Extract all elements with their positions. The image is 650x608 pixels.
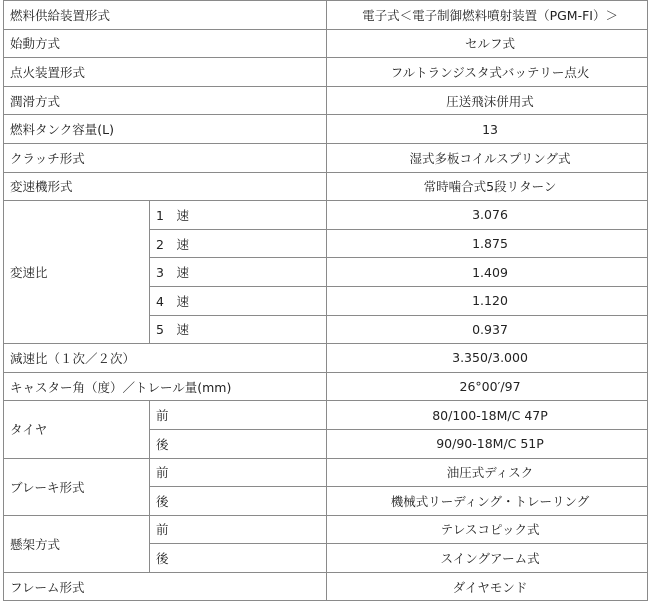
- brake-front-value: 油圧式ディスク: [327, 458, 648, 487]
- row-label: 変速機形式: [4, 172, 327, 201]
- gear-label: 3 速: [150, 258, 327, 287]
- table-row: [4, 172, 648, 201]
- table-row: [4, 115, 648, 144]
- gear-value: 0.937: [327, 315, 648, 344]
- table-row: [4, 572, 648, 601]
- suspension-rear-value: スイングアーム式: [327, 544, 648, 573]
- gear-ratio-label: 変速比: [4, 201, 150, 344]
- gear-value: 3.076: [327, 201, 648, 230]
- position-label: 前: [150, 458, 327, 487]
- spec-table: [3, 0, 648, 601]
- tire-label: タイヤ: [4, 401, 150, 458]
- gear-value: 1.875: [327, 229, 648, 258]
- tire-rear-value: 90/90-18M/C 51P: [327, 429, 648, 458]
- row-label: 燃料タンク容量(L): [4, 115, 327, 144]
- row-value: セルフ式: [327, 29, 648, 58]
- position-label: 前: [150, 401, 327, 430]
- gear-value: 1.409: [327, 258, 648, 287]
- position-label: 後: [150, 487, 327, 516]
- table-row: [4, 86, 648, 115]
- table-row: [4, 458, 648, 487]
- row-label: 減速比（１次／２次）: [4, 344, 327, 373]
- brake-rear-value: 機械式リーディング・トレーリング: [327, 487, 648, 516]
- gear-value: 1.120: [327, 286, 648, 315]
- position-label: 後: [150, 429, 327, 458]
- row-value: 26°00′/97: [327, 372, 648, 401]
- row-label: クラッチ形式: [4, 143, 327, 172]
- row-label: 潤滑方式: [4, 86, 327, 115]
- table-row: [4, 29, 648, 58]
- table-row: [4, 143, 648, 172]
- row-value: 13: [327, 115, 648, 144]
- row-value: 電子式＜電子制御燃料噴射装置（PGM-FI）＞: [327, 1, 648, 30]
- gear-label: 2 速: [150, 229, 327, 258]
- suspension-label: 懸架方式: [4, 515, 150, 572]
- position-label: 後: [150, 544, 327, 573]
- gear-label: 1 速: [150, 201, 327, 230]
- row-value: 湿式多板コイルスプリング式: [327, 143, 648, 172]
- row-label: キャスター角（度）／トレール量(mm): [4, 372, 327, 401]
- row-value: 圧送飛沫併用式: [327, 86, 648, 115]
- brake-label: ブレーキ形式: [4, 458, 150, 515]
- row-value: 3.350/3.000: [327, 344, 648, 373]
- table-row: [4, 401, 648, 430]
- table-row: [4, 201, 648, 230]
- tire-front-value: 80/100-18M/C 47P: [327, 401, 648, 430]
- table-row: [4, 372, 648, 401]
- row-label: 始動方式: [4, 29, 327, 58]
- row-label: 燃料供給装置形式: [4, 1, 327, 30]
- suspension-front-value: テレスコピック式: [327, 515, 648, 544]
- row-value: 常時噛合式5段リターン: [327, 172, 648, 201]
- table-row: [4, 1, 648, 30]
- row-value: ダイヤモンド: [327, 572, 648, 601]
- table-row: [4, 344, 648, 373]
- gear-label: 5 速: [150, 315, 327, 344]
- gear-label: 4 速: [150, 286, 327, 315]
- position-label: 前: [150, 515, 327, 544]
- row-value: フルトランジスタ式バッテリー点火: [327, 58, 648, 87]
- row-label: フレーム形式: [4, 572, 327, 601]
- table-row: [4, 515, 648, 544]
- row-label: 点火装置形式: [4, 58, 327, 87]
- table-row: [4, 58, 648, 87]
